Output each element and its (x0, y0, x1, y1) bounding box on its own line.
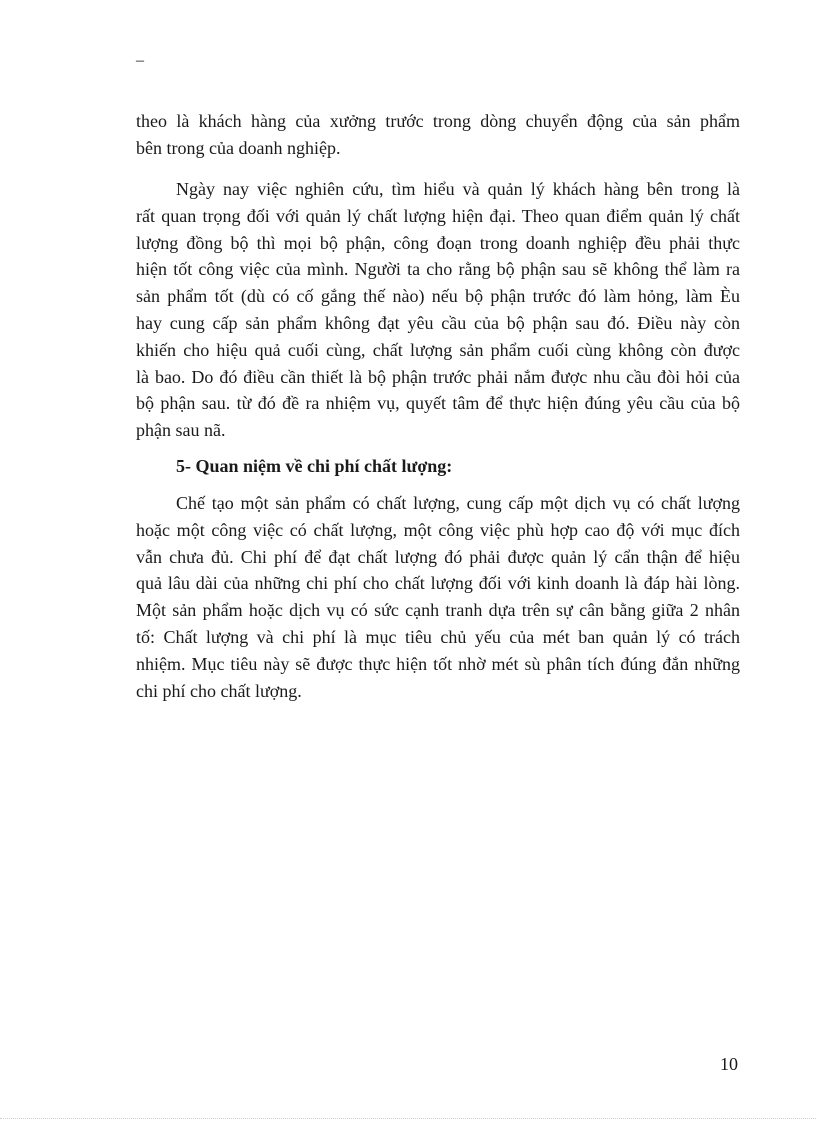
paragraph-2 (136, 176, 740, 444)
paragraph-line: Ngày nay việc nghiên cứu, tìm hiểu và quản lý khách hàng bên trong là (176, 179, 740, 199)
paragraph-line: tố: Chất lượng và chi phí là mục tiêu chủ yếu của mét ban quản lý có trách (136, 626, 740, 647)
paragraph-line: theo là khách hàng của xưởng trước trong dòng chuyển động của sản phẩm (136, 111, 740, 131)
paragraph-line: lượng đồng bộ thì mọi bộ phận, công đoạn trong doanh nghiệp đều phải thực (136, 232, 740, 253)
paragraph-1 (136, 108, 740, 162)
paragraph-line: là bao. Do đó điều cần thiết là bộ phận trước phải nắm được nhu cầu đòi hỏi của (136, 366, 740, 387)
section-heading: 5- Quan niệm về chi phí chất lượng: (176, 456, 453, 476)
paragraph-line: bên trong của doanh nghiệp. (136, 137, 341, 158)
paragraph-line: rất quan trọng đối với quản lý chất lượng hiện đại. Theo quan điểm quản lý chất (136, 205, 740, 226)
paragraph-line: bộ phận sau. từ đó đề ra nhiệm vụ, quyết tâm để thực hiện đúng yêu cầu của bộ (136, 393, 740, 414)
paragraph-line: hoặc một công việc có chất lượng, một công việc phù hợp cao độ với mục đích (136, 519, 740, 540)
paragraph-line: nhiệm. Mục tiêu này sẽ được thực hiện tốt nhờ mét sù phân tích đúng đắn những (136, 653, 740, 674)
paragraph-line: hiện tốt công việc của mình. Người ta cho rằng bộ phận sau sẽ không thể làm ra (136, 259, 740, 280)
top-dash-mark: – (136, 52, 144, 69)
paragraph-line: quả lâu dài của những chi phí cho chất lượng đối với kinh doanh là đáp hài lòng. (136, 573, 740, 594)
paragraph-line: khiến cho hiệu quả cuối cùng, chất lượng sản phẩm cuối cùng không còn được (136, 339, 740, 360)
paragraph-line: hay cung cấp sản phẩm không đạt yêu cầu của bộ phận sau đó. Điều này còn (136, 312, 740, 333)
paragraph-line: vẫn chưa đủ. Chi phí để đạt chất lượng đó phải được quản lý cẩn thận để hiệu (136, 546, 740, 567)
paragraph-line: sản phẩm tốt (dù có cố gắng thế nào) nếu bộ phận trước đó làm hỏng, làm Èu (136, 286, 740, 307)
page-bottom-divider (0, 1118, 816, 1119)
paragraph-line: Chế tạo một sản phẩm có chất lượng, cung cấp một dịch vụ có chất lượng (176, 493, 740, 513)
paragraph-3 (136, 490, 740, 704)
paragraph-line: Một sản phẩm hoặc dịch vụ có sức cạnh tranh dựa trên sự cân bằng giữa 2 nhân (136, 600, 740, 621)
page-number: 10 (720, 1054, 738, 1074)
paragraph-line: chi phí cho chất lượng. (136, 680, 302, 701)
paragraph-line: phận sau nã. (136, 420, 226, 441)
